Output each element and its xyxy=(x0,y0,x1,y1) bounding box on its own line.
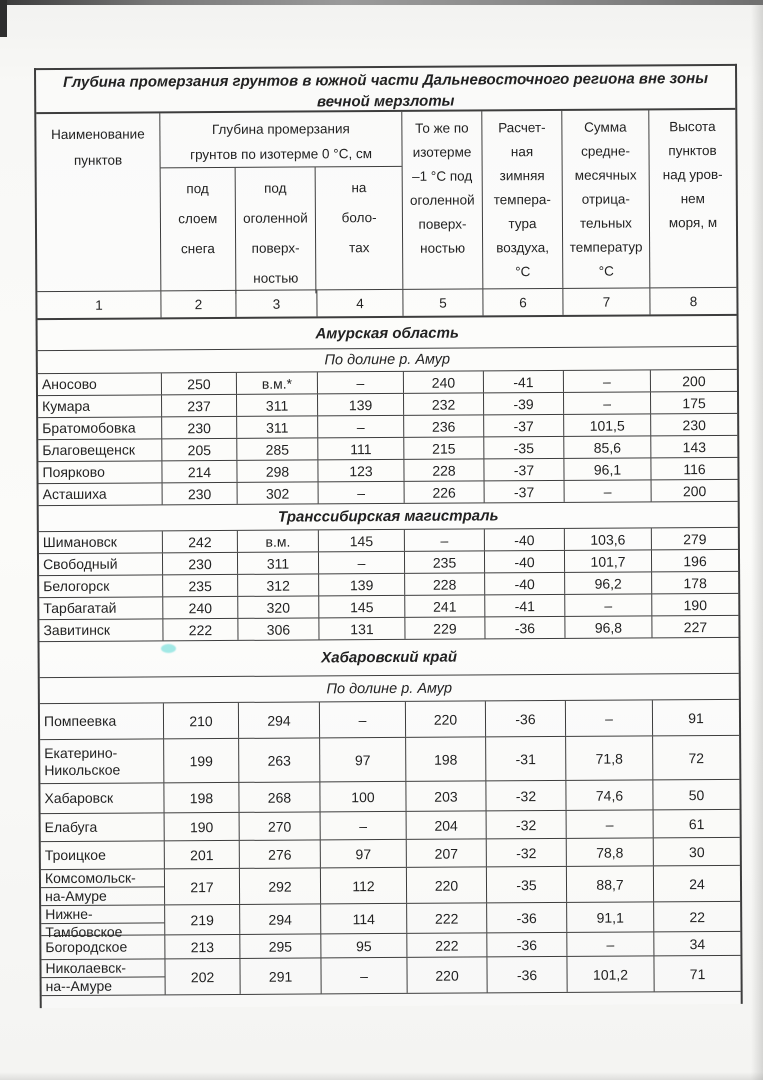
cell-depth-bare-surface: в.м. xyxy=(238,530,319,551)
cell-altitude: 196 xyxy=(683,552,707,569)
cell-winter-air-temp: -40 xyxy=(485,529,565,550)
cell-sum-negative-temps: 88,7 xyxy=(567,866,654,902)
cell-depth-swamp: 111 xyxy=(318,438,404,460)
cell-sum-negative-temps: – xyxy=(565,480,652,502)
cell-depth-isotherm-minus1: 235 xyxy=(405,551,485,572)
cell-depth-under-snow: 210 xyxy=(164,703,239,738)
cell-depth-bare-surface: 311 xyxy=(237,394,318,415)
cell-sum-negative-temps: – xyxy=(566,700,653,736)
cell-sum-negative-temps: – xyxy=(565,594,652,616)
section-label: По долине р. Амур xyxy=(324,351,451,369)
cell-winter-air-temp: -32 xyxy=(487,839,567,866)
cell-altitude: 34 xyxy=(689,935,706,952)
station-name-cell: Троицкое xyxy=(41,841,165,869)
station-name-line: Нижне- xyxy=(41,905,164,924)
cell-depth-isotherm-minus1: 236 xyxy=(404,415,484,436)
cell-depth-bare-surface: 294 xyxy=(239,702,320,737)
cell-depth-under-snow: 205 xyxy=(162,439,237,460)
station-name-cell: Кумара xyxy=(38,395,162,417)
cell-sum-negative-temps: 74,6 xyxy=(566,780,653,810)
cell-altitude: 175 xyxy=(682,394,706,411)
cell-depth-under-snow: 214 xyxy=(162,461,237,482)
cell-depth-under-snow: 250 xyxy=(162,373,237,394)
cell-winter-air-temp: -37 xyxy=(484,459,564,480)
cell-depth-bare-surface: 311 xyxy=(238,552,319,573)
cell-winter-air-temp: -37 xyxy=(484,415,564,436)
station-name-line: на--Амуре xyxy=(45,977,113,995)
scan-corner-blot xyxy=(0,0,7,37)
table-row xyxy=(40,736,739,784)
freeze-depth-table xyxy=(34,64,743,1008)
cell-depth-under-snow: 219 xyxy=(165,905,240,934)
cell-depth-isotherm-minus1: 198 xyxy=(406,737,486,780)
station-name-cell: Екатерино- Никольское xyxy=(40,739,164,783)
cell-depth-bare-surface: 263 xyxy=(239,738,320,781)
column-number: 7 xyxy=(563,288,650,315)
cell-altitude: 22 xyxy=(689,908,706,925)
cell-depth-isotherm-minus1: 229 xyxy=(405,617,485,638)
table-row xyxy=(41,956,740,996)
station-name-line: Тамбовское xyxy=(45,923,123,941)
station-name-cell: Братомобовка xyxy=(38,417,162,439)
cell-winter-air-temp: -40 xyxy=(485,573,565,594)
cell-depth-under-snow: 222 xyxy=(163,619,238,640)
cell-sum-negative-temps: 101,7 xyxy=(565,550,652,572)
cell-depth-bare-surface: 270 xyxy=(240,812,321,839)
column-number: 6 xyxy=(483,289,563,315)
cell-depth-swamp: – xyxy=(321,812,407,840)
station-name-cell: Свободный xyxy=(39,553,163,575)
column-number: 8 xyxy=(689,293,698,309)
cell-altitude: 230 xyxy=(682,416,706,433)
cell-depth-bare-surface: 291 xyxy=(240,958,321,993)
cell-depth-under-snow: 202 xyxy=(165,959,240,994)
table-row xyxy=(41,810,740,842)
cell-depth-swamp: 97 xyxy=(321,840,407,868)
section-row xyxy=(38,316,737,351)
cell-depth-under-snow: 217 xyxy=(165,869,240,904)
cell-sum-negative-temps: – xyxy=(567,932,654,956)
cell-depth-isotherm-minus1: 226 xyxy=(405,481,485,502)
cell-depth-isotherm-minus1: 222 xyxy=(407,933,487,956)
cell-winter-air-temp: -37 xyxy=(485,481,565,502)
station-name-cell xyxy=(41,869,165,905)
header-swamps: на боло- тах xyxy=(341,180,377,256)
cell-altitude: 143 xyxy=(682,438,707,455)
cell-depth-isotherm-minus1: 215 xyxy=(404,437,484,458)
station-name-cell: Благовещенск xyxy=(38,439,162,461)
table-header xyxy=(36,110,736,292)
cell-altitude: 227 xyxy=(683,618,708,635)
cell-depth-swamp: 112 xyxy=(321,868,407,904)
table-row xyxy=(40,780,739,814)
cell-altitude: 200 xyxy=(682,482,707,499)
cell-depth-swamp: 131 xyxy=(319,618,405,640)
station-name-cell: Белогорск xyxy=(39,575,163,597)
cell-depth-isotherm-minus1: 228 xyxy=(404,459,484,480)
cell-depth-under-snow: 230 xyxy=(163,483,238,504)
cell-depth-under-snow: 201 xyxy=(165,841,240,868)
header-winter-temp: Расчет- ная зимняя темпера- тура воздуха, °С xyxy=(482,111,563,288)
cell-winter-air-temp: -31 xyxy=(486,737,566,780)
header-depth-subcolumns xyxy=(161,167,403,294)
cell-winter-air-temp: -35 xyxy=(484,437,564,458)
cell-winter-air-temp: -36 xyxy=(487,903,567,932)
table-row xyxy=(41,866,740,906)
cell-altitude: 72 xyxy=(688,749,705,766)
cell-depth-bare-surface: 320 xyxy=(238,596,319,617)
table-title: Глубина промерзания грунтов в южной части Дальневосточного региона вне зоны вечной мерзлоты xyxy=(63,70,709,111)
section-label: По долине р. Амур xyxy=(326,680,453,697)
table-row xyxy=(41,902,740,941)
cell-winter-air-temp: -35 xyxy=(487,867,567,902)
column-number: 2 xyxy=(161,291,236,317)
cell-winter-air-temp: -41 xyxy=(485,595,565,616)
cell-sum-negative-temps: 101,2 xyxy=(567,956,654,992)
cell-depth-isotherm-minus1: 207 xyxy=(407,839,487,866)
cell-depth-swamp: 145 xyxy=(319,530,405,552)
cell-sum-negative-temps: 96,1 xyxy=(564,458,651,480)
cell-depth-swamp: – xyxy=(321,958,407,994)
cell-depth-under-snow: 230 xyxy=(162,417,237,438)
cell-depth-swamp: – xyxy=(320,702,406,738)
cell-depth-swamp: – xyxy=(318,372,404,394)
document-page xyxy=(34,64,743,1008)
column-number: 1 xyxy=(37,291,161,318)
cell-altitude: 190 xyxy=(683,596,708,613)
header-under-snow: под слоем снега xyxy=(161,168,236,294)
cell-depth-bare-surface: 306 xyxy=(238,618,319,639)
station-name-line: на-Амуре xyxy=(45,887,107,905)
cell-sum-negative-temps: 96,2 xyxy=(565,572,652,594)
cell-sum-negative-temps: – xyxy=(564,392,651,414)
cell-depth-bare-surface: 285 xyxy=(237,438,318,459)
cell-winter-air-temp: -41 xyxy=(484,371,564,392)
cell-altitude: 91 xyxy=(688,709,704,726)
header-isotherm-minus1: То же по изотерме –1 °С под оголенной поверх- ностью xyxy=(402,111,483,288)
cell-winter-air-temp: -32 xyxy=(486,781,566,810)
cell-depth-isotherm-minus1: 232 xyxy=(404,393,484,414)
cell-sum-negative-temps: 85,6 xyxy=(564,436,651,458)
section-label: Транссибирская магистраль xyxy=(277,507,499,526)
cell-altitude: 50 xyxy=(688,786,705,803)
column-number-row xyxy=(37,288,736,320)
cell-depth-under-snow: 240 xyxy=(163,597,238,618)
cell-altitude: 116 xyxy=(683,460,706,477)
table-row xyxy=(41,838,740,870)
station-name-cell: Поярково xyxy=(38,461,162,483)
cell-altitude: 279 xyxy=(683,530,707,547)
cell-depth-under-snow: 213 xyxy=(165,935,240,958)
station-name-cell: Аносово xyxy=(38,373,162,395)
station-name-cell: Елабуга xyxy=(41,813,165,841)
scan-edge-top xyxy=(0,0,763,5)
station-name-cell xyxy=(41,905,165,941)
cell-winter-air-temp: -39 xyxy=(484,393,564,414)
cell-depth-bare-surface: 292 xyxy=(240,868,321,903)
cell-depth-isotherm-minus1: 222 xyxy=(407,903,487,932)
cell-depth-swamp: 139 xyxy=(319,574,405,596)
cell-depth-swamp: 114 xyxy=(321,904,407,934)
scan-edge-right xyxy=(751,0,763,1080)
cell-depth-bare-surface: 298 xyxy=(237,460,318,481)
cell-depth-bare-surface: в.м.* xyxy=(237,372,318,393)
cell-depth-under-snow: 237 xyxy=(162,395,237,416)
station-name-cell: Шимановск xyxy=(39,531,163,553)
station-name-line: Комсомольск- xyxy=(41,869,164,888)
cell-depth-under-snow: 235 xyxy=(163,575,238,596)
cell-depth-swamp: 100 xyxy=(320,782,406,812)
cell-winter-air-temp: -40 xyxy=(485,551,565,572)
cell-depth-swamp: – xyxy=(318,416,404,438)
header-station-names: Наименование пунктов xyxy=(36,113,161,291)
cell-depth-under-snow: 198 xyxy=(164,783,239,812)
cell-sum-negative-temps: – xyxy=(567,810,654,838)
cell-depth-swamp: 123 xyxy=(318,460,404,482)
cell-sum-negative-temps: 96,8 xyxy=(565,616,652,638)
scan-edge-bottom xyxy=(0,1072,763,1080)
cell-depth-bare-surface: 302 xyxy=(238,482,319,503)
cell-depth-isotherm-minus1: 220 xyxy=(406,701,486,736)
cell-depth-bare-surface: 276 xyxy=(240,840,321,867)
cell-depth-isotherm-minus1: 204 xyxy=(407,811,487,838)
cell-depth-swamp: 139 xyxy=(318,394,404,416)
cell-altitude: 71 xyxy=(689,965,706,982)
cell-depth-bare-surface: 295 xyxy=(240,934,321,957)
cell-sum-negative-temps: 71,8 xyxy=(566,736,653,780)
cell-sum-negative-temps: 103,6 xyxy=(565,528,652,550)
cell-depth-isotherm-minus1: 240 xyxy=(404,371,484,392)
cell-winter-air-temp: -32 xyxy=(487,811,567,838)
cell-depth-swamp: – xyxy=(319,552,405,574)
cell-depth-under-snow: 242 xyxy=(163,531,238,552)
cell-depth-swamp: 95 xyxy=(321,934,407,958)
cell-depth-swamp: – xyxy=(319,482,405,504)
cell-depth-swamp: 145 xyxy=(319,596,405,618)
cell-depth-under-snow: 190 xyxy=(165,813,240,840)
cell-altitude: 178 xyxy=(683,574,707,591)
column-number: 4 xyxy=(317,290,403,317)
cell-sum-negative-temps: 101,5 xyxy=(564,414,651,436)
cell-sum-negative-temps: 91,1 xyxy=(567,902,654,932)
cell-depth-bare-surface: 294 xyxy=(240,904,321,933)
column-number: 5 xyxy=(403,289,483,315)
cell-depth-bare-surface: 312 xyxy=(238,574,319,595)
cell-altitude: 200 xyxy=(682,372,706,389)
cell-depth-isotherm-minus1: 228 xyxy=(405,573,485,594)
table-body xyxy=(38,316,741,996)
station-name-line: Николаевск- xyxy=(41,959,164,978)
cell-depth-isotherm-minus1: – xyxy=(405,529,485,550)
cell-winter-air-temp: -36 xyxy=(487,957,567,992)
cell-sum-negative-temps: 78,8 xyxy=(567,838,654,866)
header-bare-surface: под оголенной поверх- ностью xyxy=(235,167,316,293)
header-depth-group-title: Глубина промерзания грунтов по изотерме 0 °С, см xyxy=(160,112,401,168)
station-name-cell: Тарбагатай xyxy=(39,597,163,619)
cell-depth-isotherm-minus1: 203 xyxy=(406,781,486,810)
cell-winter-air-temp: -36 xyxy=(486,701,566,736)
station-name-cell xyxy=(41,959,165,995)
table-row xyxy=(40,700,739,740)
station-name-cell: Помпеевка xyxy=(40,703,164,739)
cell-depth-bare-surface: 311 xyxy=(237,416,318,437)
cell-depth-under-snow: 199 xyxy=(164,739,239,782)
cell-depth-isotherm-minus1: 220 xyxy=(407,867,487,902)
cell-depth-bare-surface: 268 xyxy=(239,782,320,811)
station-name-cell: Асташиха xyxy=(39,483,163,505)
station-name-cell: Завитинск xyxy=(39,619,163,641)
cell-depth-under-snow: 230 xyxy=(163,553,238,574)
cell-altitude: 61 xyxy=(688,815,705,832)
cell-depth-swamp: 97 xyxy=(320,738,406,782)
cell-winter-air-temp: -36 xyxy=(487,933,567,956)
station-name-cell: Богородское xyxy=(41,935,165,959)
table-title-row xyxy=(36,66,735,114)
column-number: 3 xyxy=(236,290,317,316)
cell-depth-isotherm-minus1: 241 xyxy=(405,595,485,616)
section-row xyxy=(40,638,739,678)
station-name-cell: Хабаровск xyxy=(40,783,164,813)
section-label: Амурская область xyxy=(315,324,459,342)
header-depth-group xyxy=(160,112,403,290)
cell-winter-air-temp: -36 xyxy=(485,617,565,638)
cell-altitude: 24 xyxy=(689,875,705,892)
section-label: Хабаровский край xyxy=(321,648,458,667)
header-sum-negative-temps: Сумма средне- месячных отрица- тельных температур °С xyxy=(562,110,650,288)
header-altitude: Высота пунктов над уров- нем моря, м xyxy=(662,118,723,231)
cell-altitude: 30 xyxy=(688,843,705,860)
cell-depth-isotherm-minus1: 220 xyxy=(407,957,487,992)
cell-sum-negative-temps: – xyxy=(564,370,651,392)
